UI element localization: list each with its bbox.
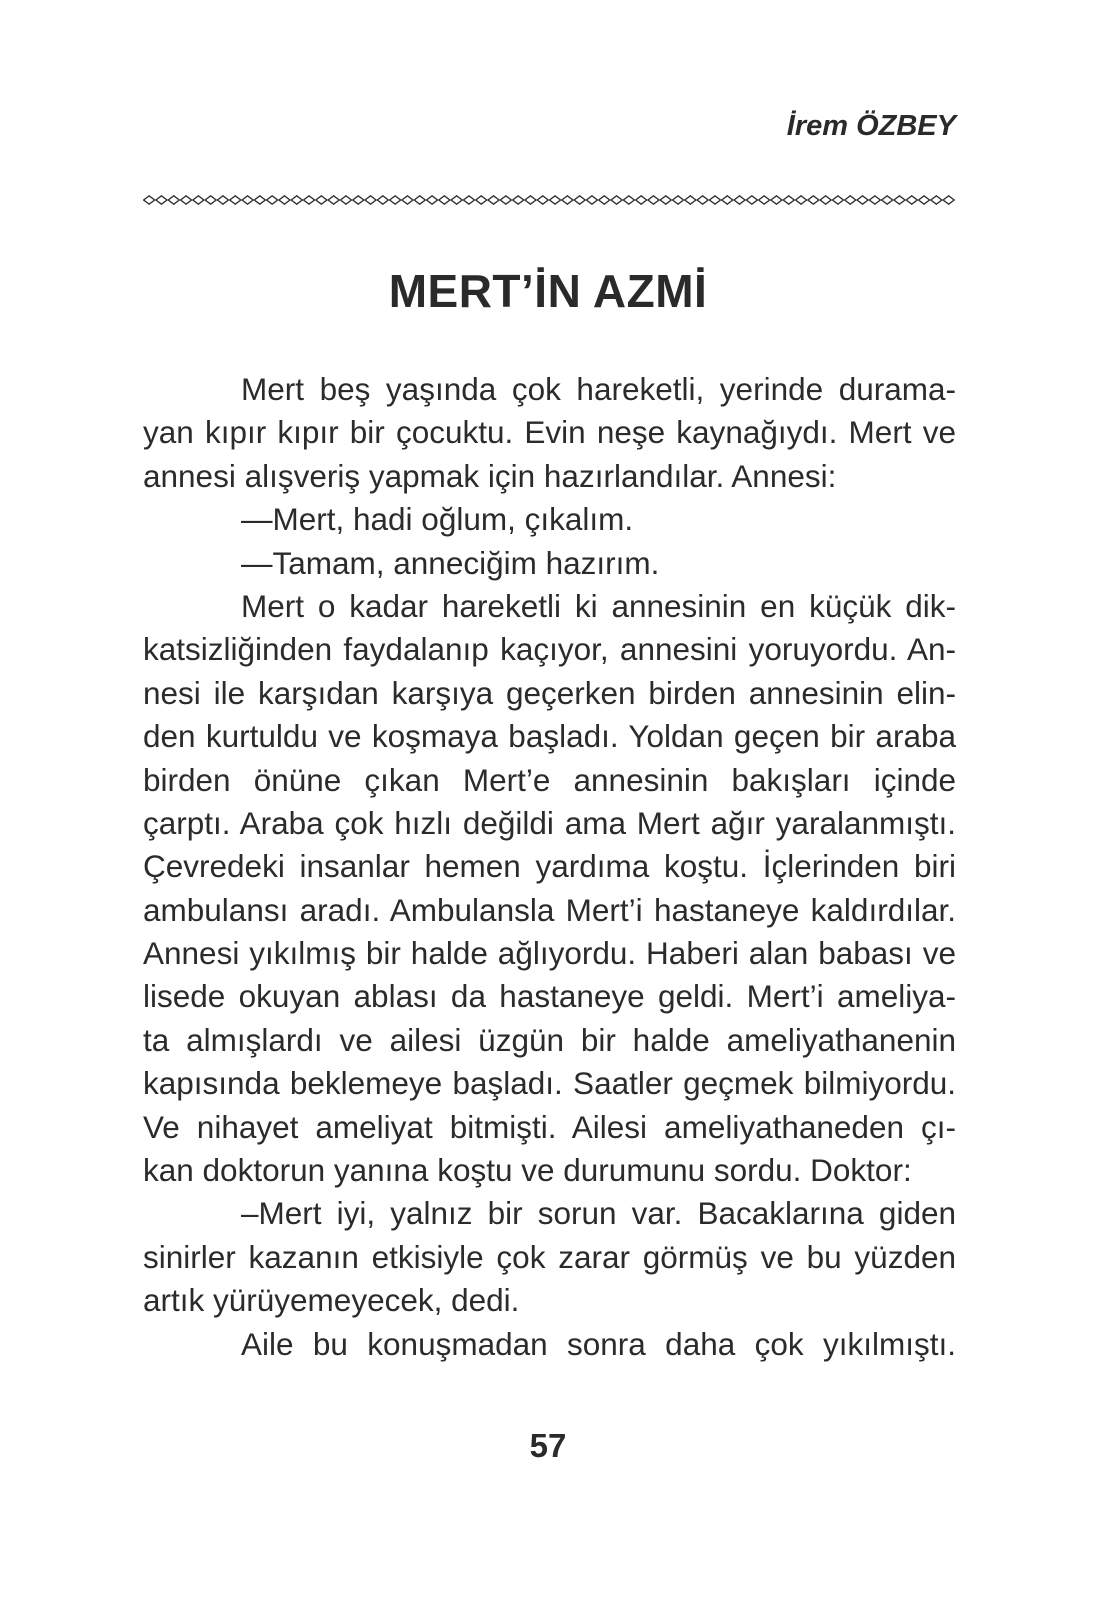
divider-diamond: [377, 196, 388, 204]
divider-diamond: [808, 196, 819, 204]
divider-diamond: [500, 196, 511, 204]
text-line: çarptı. Araba çok hızlı değildi ama Mert ağır yaralanmıştı.: [143, 804, 956, 841]
divider-diamond: [722, 196, 733, 204]
divider-diamond: [254, 196, 265, 204]
text-line: kapısında beklemeye başladı. Saatler geçmek bilmiyordu.: [143, 1065, 956, 1102]
divider-diamond: [476, 196, 487, 204]
divider-diamond: [697, 196, 708, 204]
divider-diamond: [771, 196, 782, 204]
divider-diamond: [562, 196, 573, 204]
text-line: annesi alışveriş yapmak için hazırlandılar. Annesi:: [143, 457, 837, 494]
divider-diamond: [623, 196, 634, 204]
divider-diamond: [168, 196, 179, 204]
divider-diamond: [304, 196, 315, 204]
divider-diamond: [242, 196, 253, 204]
story-text: [143, 368, 956, 1366]
divider-diamond: [660, 196, 671, 204]
divider-diamond: [882, 196, 893, 204]
divider-diamond: [931, 196, 942, 204]
text-line: Mert beş yaşında çok hareketli, yerinde durama-: [241, 371, 956, 407]
divider-diamond: [144, 196, 155, 204]
divider-diamond: [316, 196, 327, 204]
divider-diamond: [796, 196, 807, 204]
divider-diamond: [709, 196, 720, 204]
divider-diamond: [820, 196, 831, 204]
divider-diamond: [857, 196, 868, 204]
divider-diamond: [427, 196, 438, 204]
divider-diamond: [574, 196, 585, 204]
divider-diamond: [943, 196, 954, 204]
divider-diamond: [156, 196, 167, 204]
divider-diamond: [525, 196, 536, 204]
divider-diamond: [340, 196, 351, 204]
divider-diamond: [414, 196, 425, 204]
text-line: nesi ile karşıdan karşıya geçerken birden annesinin elin-: [143, 674, 956, 711]
divider-diamond: [894, 196, 905, 204]
dialogue-line: —Mert, hadi oğlum, çıkalım.: [241, 501, 634, 538]
text-line: Aile bu konuşmadan sonra daha çok yıkılmıştı.: [241, 1325, 956, 1362]
divider-diamond: [746, 196, 757, 204]
divider-diamond: [193, 196, 204, 204]
divider-diamond: [599, 196, 610, 204]
divider-diamond: [759, 196, 770, 204]
divider-diamond: [402, 196, 413, 204]
divider-diamond: [230, 196, 241, 204]
divider-diamond: [550, 196, 561, 204]
divider-diamond: [353, 196, 364, 204]
divider-diamond: [685, 196, 696, 204]
running-header-author: İrem ÖZBEY: [786, 110, 956, 142]
text-line: sinirler kazanın etkisiyle çok zarar görmüş ve bu yüzden: [143, 1238, 956, 1275]
divider-diamond: [648, 196, 659, 204]
text-line: den kurtuldu ve koşmaya başladı. Yoldan geçen bir araba: [143, 718, 956, 755]
divider-diamond: [906, 196, 917, 204]
text-line: yan kıpır kıpır bir çocuktu. Evin neşe kaynağıydı. Mert ve: [143, 414, 956, 451]
text-line: kan doktorun yanına koştu ve durumunu sordu. Doktor:: [143, 1152, 912, 1189]
divider-diamond: [611, 196, 622, 204]
text-line: ambulansı aradı. Ambulansla Mert’i hastaneye kaldırdılar.: [143, 891, 956, 928]
text-line: Annesi yıkılmış bir halde ağlıyordu. Haberi alan babası ve: [143, 935, 956, 972]
text-line: ta almışlardı ve ailesi üzgün bir halde ameliyathanenin: [143, 1021, 956, 1058]
dialogue-line: –Mert iyi, yalnız bir sorun var. Bacaklarına giden: [241, 1195, 956, 1232]
divider-diamond: [513, 196, 524, 204]
ornamental-divider: [143, 192, 958, 208]
divider-diamond: [869, 196, 880, 204]
page-number: 57: [529, 1427, 567, 1464]
text-line: Çevredeki insanlar hemen yardıma koştu. İçlerinden biri: [143, 848, 956, 885]
divider-diamond: [537, 196, 548, 204]
text-line: Mert o kadar hareketli ki annesinin en küçük dik-: [241, 587, 956, 624]
divider-diamond: [217, 196, 228, 204]
divider-diamond: [845, 196, 856, 204]
divider-diamond: [267, 196, 278, 204]
divider-diamond: [205, 196, 216, 204]
divider-diamond: [832, 196, 843, 204]
text-line: birden önüne çıkan Mert’e annesinin bakışları içinde: [143, 761, 956, 798]
divider-diamond: [181, 196, 192, 204]
divider-diamond: [463, 196, 474, 204]
divider-diamond: [451, 196, 462, 204]
divider-diamond: [439, 196, 450, 204]
dialogue-line: —Tamam, anneciğim hazırım.: [241, 544, 660, 581]
divider-diamond: [586, 196, 597, 204]
divider-diamond: [365, 196, 376, 204]
divider-diamond: [919, 196, 930, 204]
text-line: katsizliğinden faydalanıp kaçıyor, annesini yoruyordu. An-: [143, 631, 956, 668]
divider-diamond: [488, 196, 499, 204]
divider-diamond: [783, 196, 794, 204]
text-line: lisede okuyan ablası da hastaneye geldi. Mert’i ameliya-: [143, 978, 956, 1015]
divider-diamond: [673, 196, 684, 204]
text-line: Ve nihayet ameliyat bitmişti. Ailesi ameliyathaneden çı-: [143, 1108, 956, 1145]
divider-diamond: [734, 196, 745, 204]
text-line: artık yürüyemeyecek, dedi.: [143, 1282, 520, 1319]
divider-diamond: [636, 196, 647, 204]
divider-diamond: [279, 196, 290, 204]
divider-diamond: [328, 196, 339, 204]
chapter-title: MERT’İN AZMİ: [388, 265, 708, 317]
divider-diamond: [291, 196, 302, 204]
divider-diamond: [390, 196, 401, 204]
